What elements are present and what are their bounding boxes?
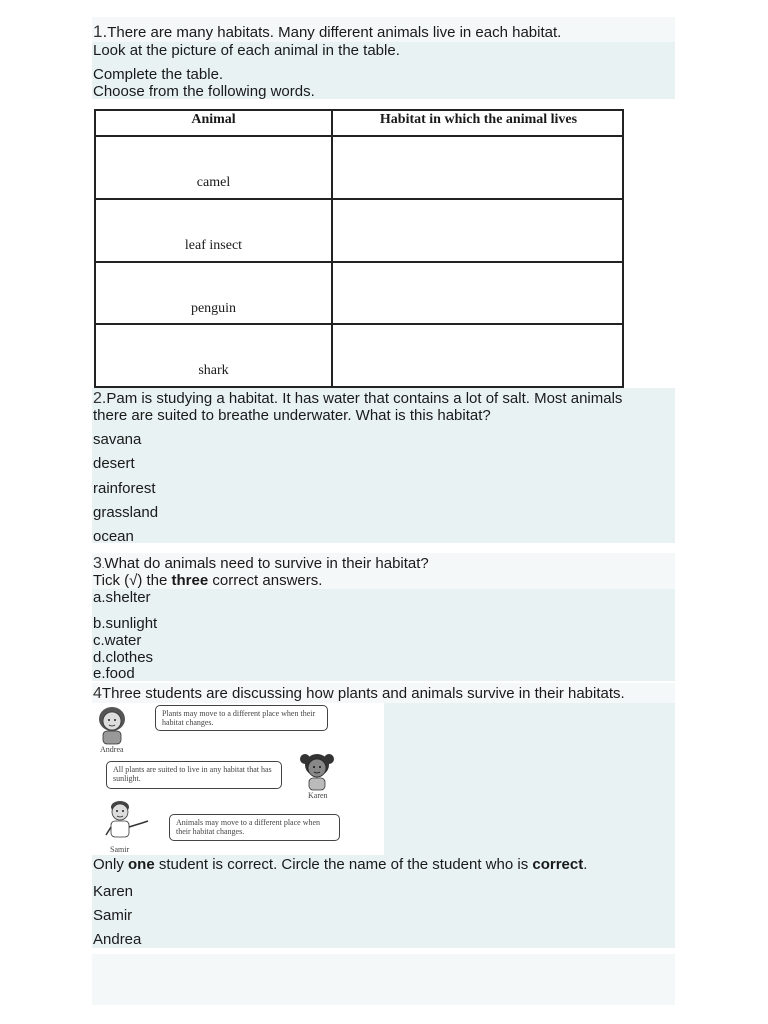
q2-text-1: Pam is studying a habitat. It has water that contains a lot of salt. Most animals: [106, 390, 623, 407]
empty-answer-band: [92, 954, 675, 1005]
table-rule: [96, 261, 622, 263]
q3-text-2c: correct answers.: [208, 572, 323, 589]
q4-instr-c: student is correct. Circle the name of the student who is: [154, 856, 533, 873]
q1-line-4: Choose from the following words.: [93, 83, 315, 100]
habitat-table: [94, 109, 624, 388]
samir-speech-bubble: Animals may move to a different place when their habitat changes.: [169, 814, 340, 841]
karen-name: Karen: [308, 791, 328, 800]
table-header-animal: Animal: [191, 112, 236, 127]
table-divider: [331, 111, 333, 386]
samir-name: Samir: [110, 845, 130, 854]
table-row-animal: penguin: [190, 301, 237, 316]
karen-speech-bubble: All plants are suited to live in any habitat that has sunlight.: [106, 761, 282, 789]
q2-line-1: [93, 390, 622, 407]
q1-number: 1.: [93, 22, 108, 41]
q3-text-1: What do animals need to survive in their habitat?: [104, 555, 429, 572]
q3-text-2a: Tick (√) the: [93, 572, 172, 589]
q2-option: desert: [93, 455, 135, 472]
q3-text-2b: three: [171, 572, 209, 589]
q3-option: b.sunlight: [93, 615, 158, 632]
q1-line-3: Complete the table.: [93, 66, 224, 83]
karen-figure-icon: [298, 751, 336, 791]
q3-line-1: 3.What do animals need to survive in their habitat?: [93, 555, 429, 572]
q4-option: Karen: [93, 883, 134, 900]
q2-option: rainforest: [93, 480, 156, 497]
q3-number: 3: [93, 555, 102, 572]
q2-option: grassland: [93, 504, 159, 521]
andrea-name: Andrea: [100, 745, 124, 754]
q4-option: Samir: [93, 907, 133, 924]
discussion-illustration: [92, 703, 384, 855]
q2-line-2: there are suited to breathe underwater. What is this habitat?: [93, 407, 491, 424]
q4-instr-a: Only: [93, 856, 129, 873]
q4-number: 4: [93, 685, 102, 702]
table-header-habitat: Habitat in which the animal lives: [379, 112, 578, 127]
q2-option: ocean: [93, 528, 134, 545]
q2-option: savana: [93, 431, 142, 448]
q1-text-1: There are many habitats. Many different animals live in each habitat.: [107, 24, 562, 41]
andrea-figure-icon: [94, 705, 130, 745]
samir-figure-icon: [102, 799, 152, 845]
q1-line-1: [93, 23, 561, 41]
table-row-animal: shark: [198, 363, 229, 378]
q4-instruction: [93, 856, 587, 873]
q4-instr-e: .: [583, 856, 588, 873]
q3-line-2: [93, 572, 322, 589]
table-rule: [96, 135, 622, 137]
table-rule: [96, 198, 622, 200]
q2-number: 2.: [93, 390, 107, 407]
q3-option: c.water: [93, 632, 142, 649]
table-row-animal: camel: [196, 175, 231, 190]
q3-option: d.clothes: [93, 649, 154, 666]
q4-instr-b: one: [128, 856, 155, 873]
q4-option: Andrea: [93, 931, 142, 948]
andrea-speech-bubble: Plants may move to a different place when their habitat changes.: [155, 705, 328, 731]
q3-band-2: [92, 589, 675, 681]
q4-line-1: [93, 685, 625, 702]
q4-text-1: Three students are discussing how plants and animals survive in their habitats.: [101, 685, 625, 702]
q3-option: a.shelter: [93, 589, 151, 606]
q4-instr-d: correct: [532, 856, 584, 873]
table-row-animal: leaf insect: [184, 238, 243, 253]
q3-option: e.food: [93, 665, 135, 682]
table-rule: [96, 323, 622, 325]
q1-line-2: Look at the picture of each animal in the table.: [93, 42, 400, 59]
